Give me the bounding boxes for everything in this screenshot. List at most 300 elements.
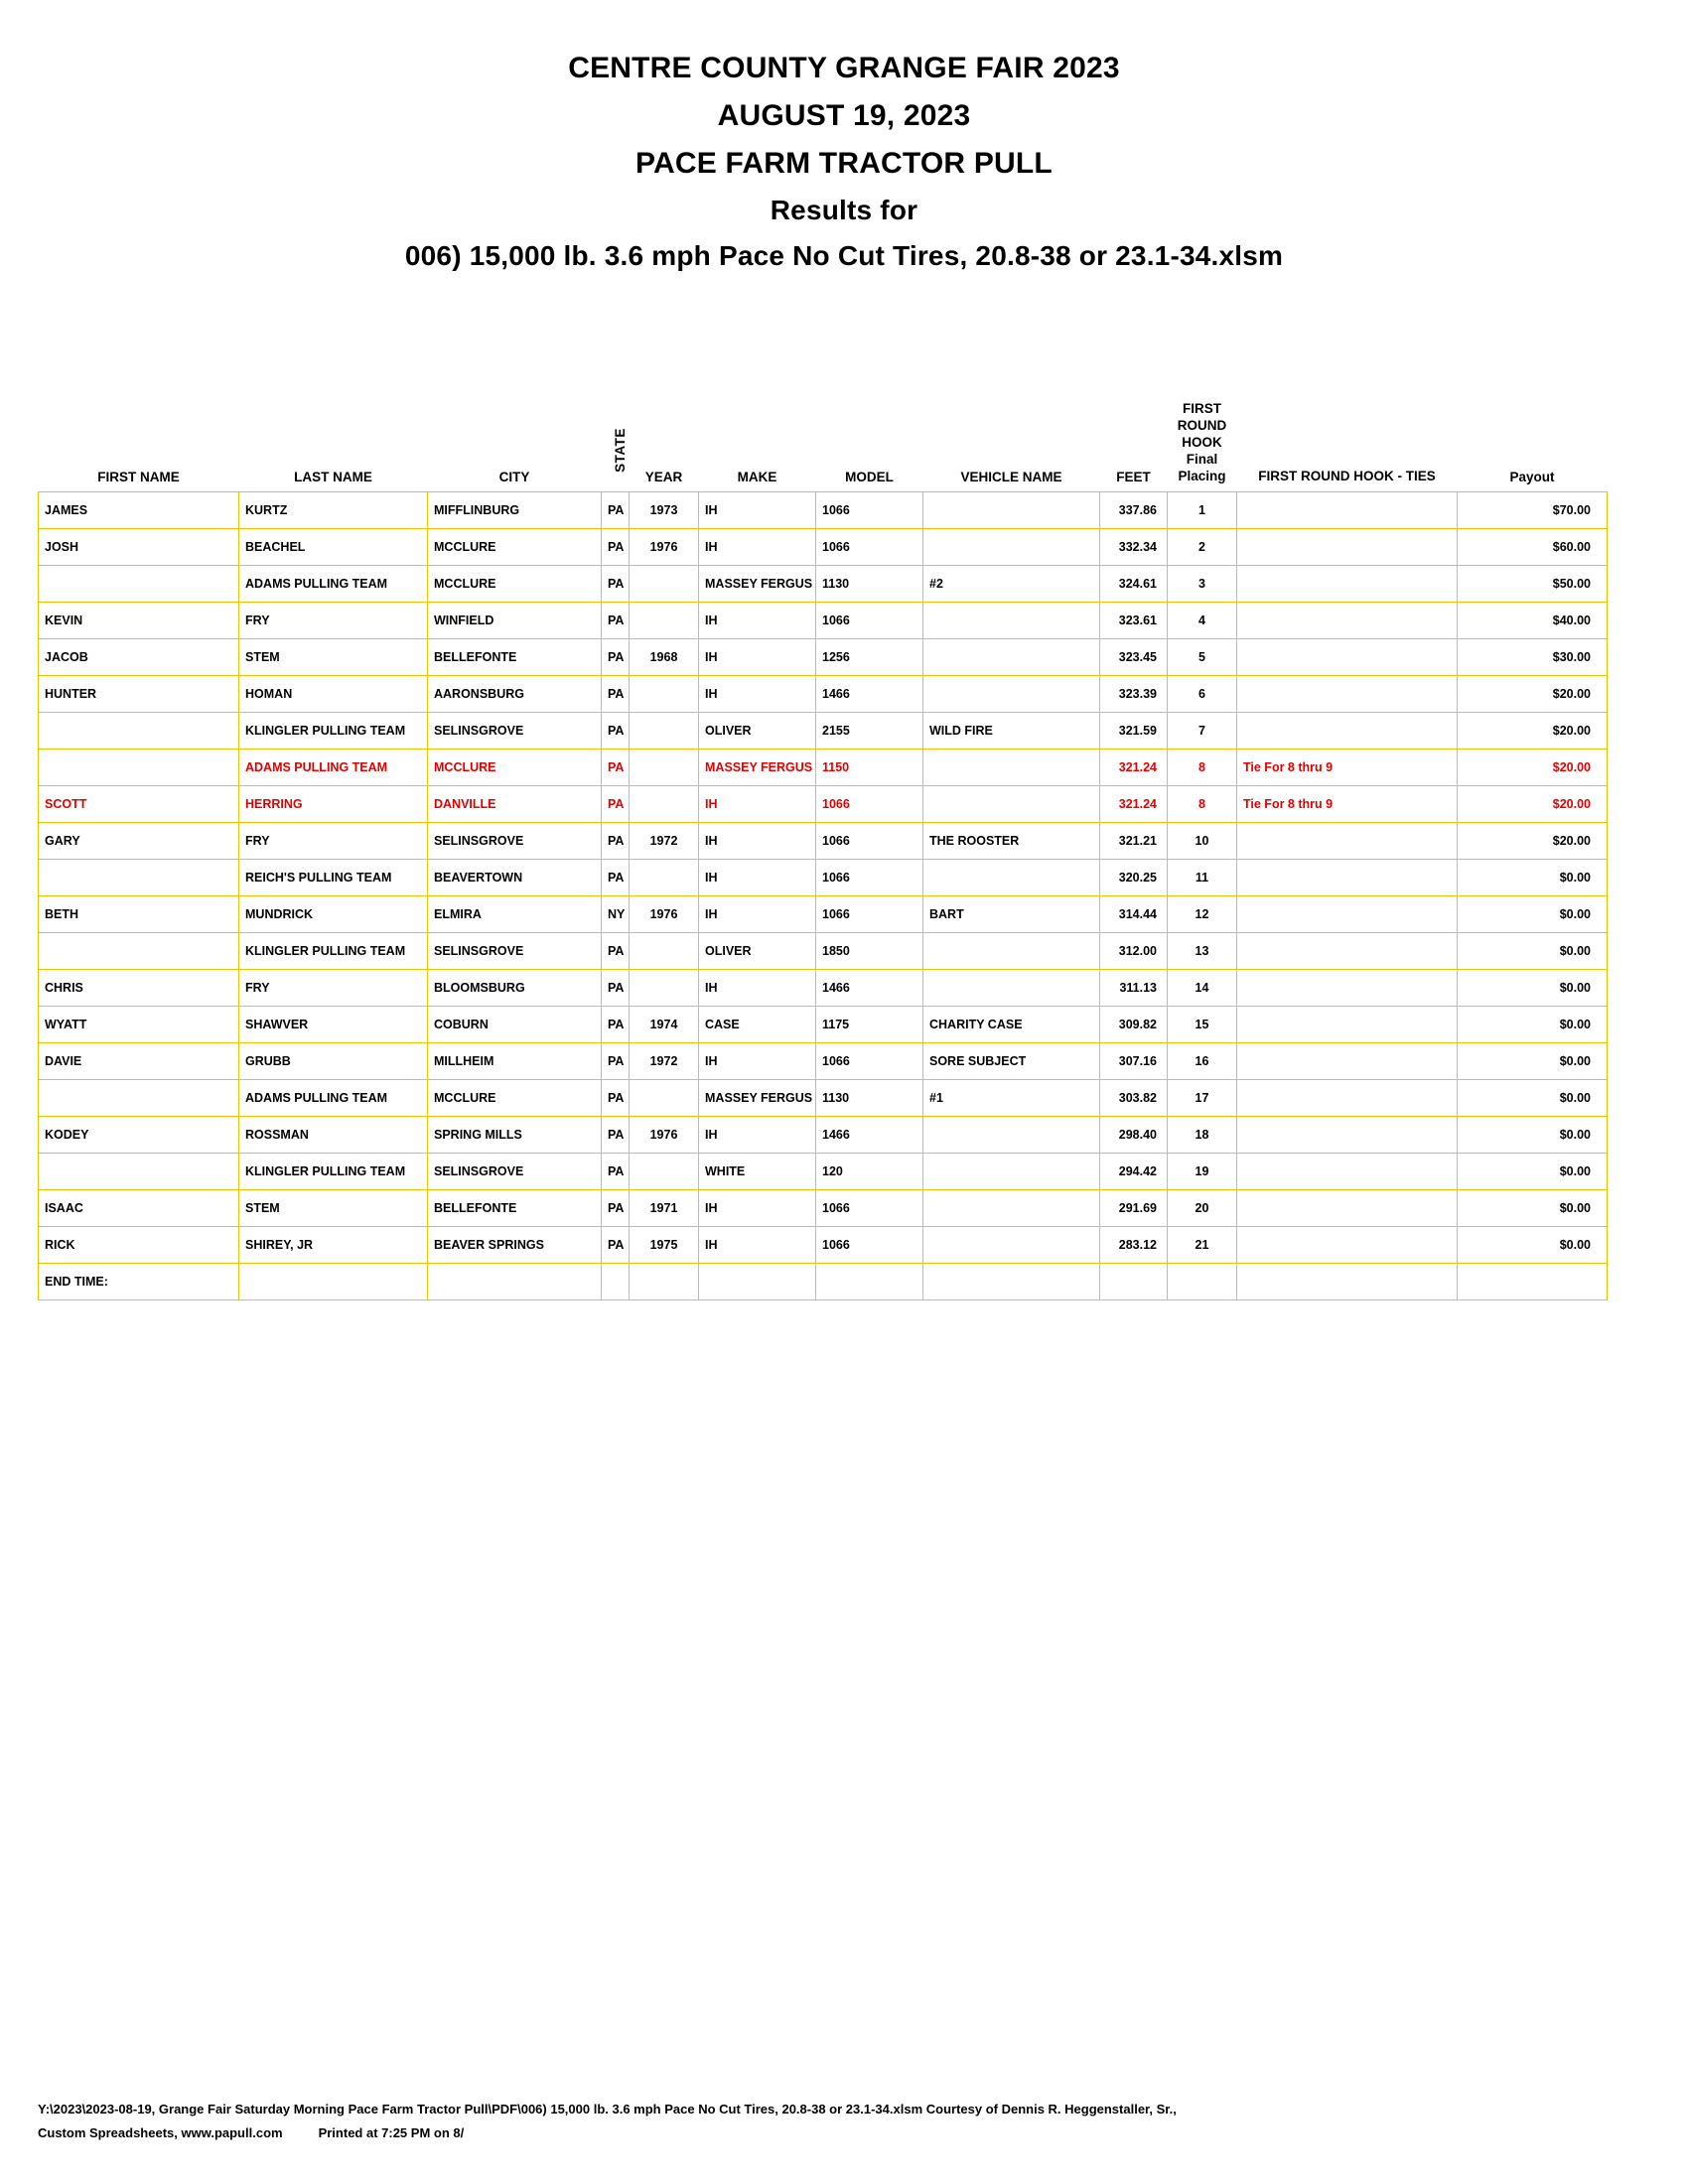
cell-first: BETH <box>39 896 239 933</box>
cell-feet: 321.21 <box>1100 823 1168 860</box>
table-row <box>39 823 1608 860</box>
cell-make: MASSEY FERGUS <box>699 750 816 786</box>
cell-vehicle <box>923 529 1100 566</box>
table-row <box>39 1007 1608 1043</box>
cell-place: 10 <box>1168 823 1237 860</box>
cell-feet: 307.16 <box>1100 1043 1168 1080</box>
table-row <box>39 713 1608 750</box>
cell-vehicle <box>923 933 1100 970</box>
cell-model: 1466 <box>816 676 923 713</box>
cell-ties <box>1237 603 1458 639</box>
cell-last: HERRING <box>239 786 428 823</box>
cell-make: IH <box>699 603 816 639</box>
cell-last: KLINGLER PULLING TEAM <box>239 713 428 750</box>
end-time-empty-cell <box>602 1264 630 1300</box>
cell-vehicle: WILD FIRE <box>923 713 1100 750</box>
cell-year: 1968 <box>630 639 699 676</box>
cell-first: JACOB <box>39 639 239 676</box>
cell-vehicle: THE ROOSTER <box>923 823 1100 860</box>
cell-last: ROSSMAN <box>239 1117 428 1154</box>
cell-state: PA <box>602 566 630 603</box>
cell-year: 1972 <box>630 1043 699 1080</box>
cell-state: PA <box>602 1117 630 1154</box>
cell-place: 15 <box>1168 1007 1237 1043</box>
cell-state: PA <box>602 933 630 970</box>
title-line-3: PACE FARM TRACTOR PULL <box>635 147 1053 180</box>
cell-vehicle: SORE SUBJECT <box>923 1043 1100 1080</box>
cell-state: PA <box>602 603 630 639</box>
end-time-label: END TIME: <box>39 1264 239 1300</box>
footer-website: Custom Spreadsheets, www.papull.com <box>38 2125 283 2141</box>
cell-city: BELLEFONTE <box>428 1190 602 1227</box>
cell-make: IH <box>699 1117 816 1154</box>
cell-place: 5 <box>1168 639 1237 676</box>
cell-year: 1976 <box>630 896 699 933</box>
cell-make: CASE <box>699 1007 816 1043</box>
cell-feet: 337.86 <box>1100 492 1168 529</box>
column-header-city: CITY <box>498 470 530 485</box>
end-time-empty-cell <box>1458 1264 1608 1300</box>
cell-year: 1973 <box>630 492 699 529</box>
cell-payout: $0.00 <box>1458 896 1608 933</box>
cell-feet: 321.59 <box>1100 713 1168 750</box>
cell-city: AARONSBURG <box>428 676 602 713</box>
cell-make: IH <box>699 970 816 1007</box>
cell-feet: 291.69 <box>1100 1190 1168 1227</box>
cell-place: 12 <box>1168 896 1237 933</box>
cell-model: 120 <box>816 1154 923 1190</box>
cell-city: SELINSGROVE <box>428 933 602 970</box>
cell-year: 1971 <box>630 1190 699 1227</box>
cell-last: SHIREY, JR <box>239 1227 428 1264</box>
cell-model: 1175 <box>816 1007 923 1043</box>
cell-ties <box>1237 566 1458 603</box>
cell-last: KLINGLER PULLING TEAM <box>239 933 428 970</box>
cell-payout: $60.00 <box>1458 529 1608 566</box>
cell-vehicle <box>923 492 1100 529</box>
table-row <box>39 933 1608 970</box>
cell-city: ELMIRA <box>428 896 602 933</box>
document-header <box>0 0 1688 272</box>
end-time-empty-cell <box>1237 1264 1458 1300</box>
cell-vehicle: #2 <box>923 566 1100 603</box>
cell-first <box>39 933 239 970</box>
results-table <box>38 401 1608 1300</box>
cell-feet: 311.13 <box>1100 970 1168 1007</box>
cell-ties <box>1237 1043 1458 1080</box>
cell-payout: $30.00 <box>1458 639 1608 676</box>
cell-payout: $0.00 <box>1458 1190 1608 1227</box>
cell-place: 3 <box>1168 566 1237 603</box>
column-header-state: STATE <box>612 428 628 474</box>
table-row <box>39 1154 1608 1190</box>
cell-model: 1066 <box>816 1227 923 1264</box>
cell-vehicle <box>923 1117 1100 1154</box>
placing-line-3: Final Placing <box>1178 451 1226 483</box>
cell-model: 1130 <box>816 1080 923 1117</box>
document-footer <box>38 2098 1626 2146</box>
cell-year: 1974 <box>630 1007 699 1043</box>
cell-payout: $0.00 <box>1458 1117 1608 1154</box>
cell-year <box>630 860 699 896</box>
cell-first: CHRIS <box>39 970 239 1007</box>
cell-feet: 298.40 <box>1100 1117 1168 1154</box>
cell-vehicle: CHARITY CASE <box>923 1007 1100 1043</box>
cell-payout: $0.00 <box>1458 933 1608 970</box>
cell-state: PA <box>602 713 630 750</box>
cell-first: RICK <box>39 1227 239 1264</box>
cell-state: NY <box>602 896 630 933</box>
cell-payout: $20.00 <box>1458 750 1608 786</box>
cell-place: 8 <box>1168 750 1237 786</box>
cell-make: IH <box>699 529 816 566</box>
cell-first <box>39 750 239 786</box>
column-header-first-name: FIRST NAME <box>97 470 180 485</box>
cell-first: GARY <box>39 823 239 860</box>
table-row <box>39 786 1608 823</box>
cell-city: COBURN <box>428 1007 602 1043</box>
table-row <box>39 603 1608 639</box>
cell-last: ADAMS PULLING TEAM <box>239 750 428 786</box>
cell-payout: $50.00 <box>1458 566 1608 603</box>
cell-ties <box>1237 713 1458 750</box>
table-row <box>39 1190 1608 1227</box>
cell-feet: 323.61 <box>1100 603 1168 639</box>
cell-year <box>630 603 699 639</box>
cell-ties <box>1237 492 1458 529</box>
cell-model: 1066 <box>816 860 923 896</box>
cell-make: MASSEY FERGUS <box>699 1080 816 1117</box>
cell-payout: $0.00 <box>1458 1080 1608 1117</box>
column-header-last-name: LAST NAME <box>294 470 372 485</box>
cell-model: 1066 <box>816 823 923 860</box>
table-row <box>39 860 1608 896</box>
cell-feet: 309.82 <box>1100 1007 1168 1043</box>
results-table-wrap <box>0 401 1688 1300</box>
table-row <box>39 639 1608 676</box>
cell-last: KLINGLER PULLING TEAM <box>239 1154 428 1190</box>
cell-ties <box>1237 676 1458 713</box>
cell-ties <box>1237 860 1458 896</box>
table-row <box>39 1117 1608 1154</box>
placing-line-1: FIRST ROUND <box>1177 401 1227 433</box>
cell-city: SELINSGROVE <box>428 713 602 750</box>
end-time-empty-cell <box>428 1264 602 1300</box>
cell-make: IH <box>699 823 816 860</box>
cell-first <box>39 713 239 750</box>
table-header-row <box>39 401 1608 492</box>
cell-ties <box>1237 970 1458 1007</box>
cell-make: IH <box>699 1190 816 1227</box>
cell-year <box>630 970 699 1007</box>
cell-year <box>630 933 699 970</box>
cell-first: KEVIN <box>39 603 239 639</box>
cell-feet: 324.61 <box>1100 566 1168 603</box>
cell-city: BEAVER SPRINGS <box>428 1227 602 1264</box>
cell-first: JOSH <box>39 529 239 566</box>
cell-last: HOMAN <box>239 676 428 713</box>
cell-last: ADAMS PULLING TEAM <box>239 566 428 603</box>
cell-make: IH <box>699 492 816 529</box>
cell-make: MASSEY FERGUS <box>699 566 816 603</box>
cell-make: WHITE <box>699 1154 816 1190</box>
column-header-vehicle-name: VEHICLE NAME <box>960 470 1062 485</box>
cell-payout: $20.00 <box>1458 713 1608 750</box>
column-header-make: MAKE <box>737 470 777 485</box>
cell-vehicle <box>923 603 1100 639</box>
cell-ties <box>1237 1190 1458 1227</box>
table-row <box>39 1227 1608 1264</box>
cell-ties <box>1237 639 1458 676</box>
cell-feet: 320.25 <box>1100 860 1168 896</box>
cell-place: 2 <box>1168 529 1237 566</box>
cell-ties: Tie For 8 thru 9 <box>1237 750 1458 786</box>
cell-feet: 321.24 <box>1100 786 1168 823</box>
column-header-model: MODEL <box>845 470 894 485</box>
cell-first: HUNTER <box>39 676 239 713</box>
cell-make: IH <box>699 860 816 896</box>
end-time-empty-cell <box>1168 1264 1237 1300</box>
cell-ties <box>1237 1154 1458 1190</box>
cell-place: 20 <box>1168 1190 1237 1227</box>
cell-year <box>630 713 699 750</box>
cell-city: MCCLURE <box>428 750 602 786</box>
table-row <box>39 896 1608 933</box>
cell-last: STEM <box>239 1190 428 1227</box>
cell-state: PA <box>602 860 630 896</box>
cell-payout: $70.00 <box>1458 492 1608 529</box>
cell-ties <box>1237 823 1458 860</box>
footer-printed-at: Printed at 7:25 PM on 8/ <box>318 2125 465 2141</box>
table-row <box>39 676 1608 713</box>
cell-model: 2155 <box>816 713 923 750</box>
cell-place: 21 <box>1168 1227 1237 1264</box>
cell-payout: $40.00 <box>1458 603 1608 639</box>
cell-vehicle <box>923 860 1100 896</box>
cell-place: 18 <box>1168 1117 1237 1154</box>
end-time-empty-cell <box>699 1264 816 1300</box>
cell-place: 7 <box>1168 713 1237 750</box>
cell-vehicle <box>923 676 1100 713</box>
cell-model: 1066 <box>816 1190 923 1227</box>
cell-city: BELLEFONTE <box>428 639 602 676</box>
cell-state: PA <box>602 676 630 713</box>
cell-year <box>630 566 699 603</box>
placing-line-2: HOOK <box>1182 434 1222 450</box>
cell-last: SHAWVER <box>239 1007 428 1043</box>
cell-payout: $20.00 <box>1458 786 1608 823</box>
cell-vehicle <box>923 1227 1100 1264</box>
cell-model: 1066 <box>816 786 923 823</box>
cell-payout: $0.00 <box>1458 1007 1608 1043</box>
cell-ties <box>1237 1080 1458 1117</box>
cell-payout: $20.00 <box>1458 676 1608 713</box>
cell-year: 1975 <box>630 1227 699 1264</box>
cell-last: BEACHEL <box>239 529 428 566</box>
cell-ties <box>1237 529 1458 566</box>
cell-place: 8 <box>1168 786 1237 823</box>
cell-make: IH <box>699 1227 816 1264</box>
cell-state: PA <box>602 750 630 786</box>
cell-model: 1066 <box>816 603 923 639</box>
cell-city: MCCLURE <box>428 566 602 603</box>
end-time-empty-cell <box>816 1264 923 1300</box>
cell-state: PA <box>602 1227 630 1264</box>
cell-feet: 303.82 <box>1100 1080 1168 1117</box>
cell-first <box>39 566 239 603</box>
cell-model: 1130 <box>816 566 923 603</box>
table-row <box>39 970 1608 1007</box>
cell-make: IH <box>699 786 816 823</box>
cell-city: MILLHEIM <box>428 1043 602 1080</box>
cell-first: ISAAC <box>39 1190 239 1227</box>
cell-last: STEM <box>239 639 428 676</box>
title-line-5: 006) 15,000 lb. 3.6 mph Pace No Cut Tires, 20.8-38 or 23.1-34.xlsm <box>404 240 1284 271</box>
table-row <box>39 566 1608 603</box>
cell-vehicle <box>923 970 1100 1007</box>
cell-year: 1976 <box>630 1117 699 1154</box>
cell-ties: Tie For 8 thru 9 <box>1237 786 1458 823</box>
cell-make: OLIVER <box>699 933 816 970</box>
cell-city: SPRING MILLS <box>428 1117 602 1154</box>
title-line-1: CENTRE COUNTY GRANGE FAIR 2023 <box>568 52 1120 84</box>
cell-first: JAMES <box>39 492 239 529</box>
cell-make: IH <box>699 896 816 933</box>
cell-make: IH <box>699 639 816 676</box>
results-table-body <box>39 492 1608 1300</box>
cell-place: 19 <box>1168 1154 1237 1190</box>
cell-last: REICH'S PULLING TEAM <box>239 860 428 896</box>
cell-payout: $0.00 <box>1458 1043 1608 1080</box>
cell-place: 14 <box>1168 970 1237 1007</box>
cell-year <box>630 786 699 823</box>
cell-city: BLOOMSBURG <box>428 970 602 1007</box>
cell-first: WYATT <box>39 1007 239 1043</box>
cell-last: ADAMS PULLING TEAM <box>239 1080 428 1117</box>
cell-first <box>39 1154 239 1190</box>
cell-city: WINFIELD <box>428 603 602 639</box>
cell-last: GRUBB <box>239 1043 428 1080</box>
cell-feet: 321.24 <box>1100 750 1168 786</box>
cell-city: MCCLURE <box>428 529 602 566</box>
cell-model: 1066 <box>816 896 923 933</box>
cell-vehicle <box>923 1190 1100 1227</box>
cell-feet: 323.45 <box>1100 639 1168 676</box>
cell-state: PA <box>602 639 630 676</box>
cell-ties <box>1237 1117 1458 1154</box>
end-time-empty-cell <box>239 1264 428 1300</box>
cell-last: MUNDRICK <box>239 896 428 933</box>
cell-place: 17 <box>1168 1080 1237 1117</box>
cell-vehicle <box>923 1154 1100 1190</box>
cell-city: MIFFLINBURG <box>428 492 602 529</box>
cell-place: 4 <box>1168 603 1237 639</box>
cell-first <box>39 1080 239 1117</box>
cell-last: KURTZ <box>239 492 428 529</box>
cell-first: SCOTT <box>39 786 239 823</box>
column-header-feet: FEET <box>1116 470 1151 485</box>
cell-model: 1066 <box>816 529 923 566</box>
cell-vehicle <box>923 786 1100 823</box>
cell-city: BEAVERTOWN <box>428 860 602 896</box>
end-time-empty-cell <box>630 1264 699 1300</box>
cell-state: PA <box>602 492 630 529</box>
column-header-final-placing <box>1168 401 1237 492</box>
table-row <box>39 750 1608 786</box>
cell-year: 1976 <box>630 529 699 566</box>
cell-first: KODEY <box>39 1117 239 1154</box>
cell-feet: 283.12 <box>1100 1227 1168 1264</box>
cell-model: 1150 <box>816 750 923 786</box>
cell-state: PA <box>602 529 630 566</box>
column-header-payout: Payout <box>1509 470 1555 485</box>
cell-make: IH <box>699 676 816 713</box>
cell-state: PA <box>602 1007 630 1043</box>
cell-state: PA <box>602 1080 630 1117</box>
cell-last: FRY <box>239 970 428 1007</box>
end-time-empty-cell <box>923 1264 1100 1300</box>
table-row <box>39 1043 1608 1080</box>
cell-year <box>630 1080 699 1117</box>
cell-feet: 314.44 <box>1100 896 1168 933</box>
cell-payout: $0.00 <box>1458 860 1608 896</box>
cell-year <box>630 676 699 713</box>
cell-state: PA <box>602 1043 630 1080</box>
footer-path-line: Y:\2023\2023-08-19, Grange Fair Saturday Morning Pace Farm Tractor Pull\PDF\006) 15,000 lb. 3.6 mph Pace No Cut Tires, 20.8-38 or 23.1-34.xlsm Courtesy of Dennis R. Heggenstaller, Sr., <box>38 2101 1177 2116</box>
cell-ties <box>1237 933 1458 970</box>
cell-feet: 312.00 <box>1100 933 1168 970</box>
cell-state: PA <box>602 970 630 1007</box>
cell-place: 16 <box>1168 1043 1237 1080</box>
cell-make: IH <box>699 1043 816 1080</box>
cell-payout: $0.00 <box>1458 1227 1608 1264</box>
cell-make: OLIVER <box>699 713 816 750</box>
cell-vehicle <box>923 750 1100 786</box>
footer-credit-line <box>38 2121 1626 2146</box>
cell-model: 1256 <box>816 639 923 676</box>
cell-feet: 332.34 <box>1100 529 1168 566</box>
cell-payout: $0.00 <box>1458 1154 1608 1190</box>
cell-model: 1066 <box>816 1043 923 1080</box>
cell-first: DAVIE <box>39 1043 239 1080</box>
title-line-4: Results for <box>770 195 918 225</box>
cell-ties <box>1237 896 1458 933</box>
cell-year <box>630 750 699 786</box>
cell-last: FRY <box>239 823 428 860</box>
cell-state: PA <box>602 823 630 860</box>
table-row <box>39 492 1608 529</box>
cell-city: DANVILLE <box>428 786 602 823</box>
cell-feet: 323.39 <box>1100 676 1168 713</box>
title-line-2: AUGUST 19, 2023 <box>717 99 971 132</box>
cell-state: PA <box>602 1190 630 1227</box>
cell-place: 13 <box>1168 933 1237 970</box>
cell-state: PA <box>602 786 630 823</box>
cell-city: SELINSGROVE <box>428 1154 602 1190</box>
cell-model: 1850 <box>816 933 923 970</box>
cell-model: 1066 <box>816 492 923 529</box>
cell-feet: 294.42 <box>1100 1154 1168 1190</box>
column-header-ties: FIRST ROUND HOOK - TIES <box>1258 468 1436 483</box>
cell-vehicle: #1 <box>923 1080 1100 1117</box>
cell-last: FRY <box>239 603 428 639</box>
cell-payout: $0.00 <box>1458 970 1608 1007</box>
cell-year: 1972 <box>630 823 699 860</box>
cell-place: 1 <box>1168 492 1237 529</box>
cell-model: 1466 <box>816 1117 923 1154</box>
cell-ties <box>1237 1227 1458 1264</box>
cell-place: 11 <box>1168 860 1237 896</box>
